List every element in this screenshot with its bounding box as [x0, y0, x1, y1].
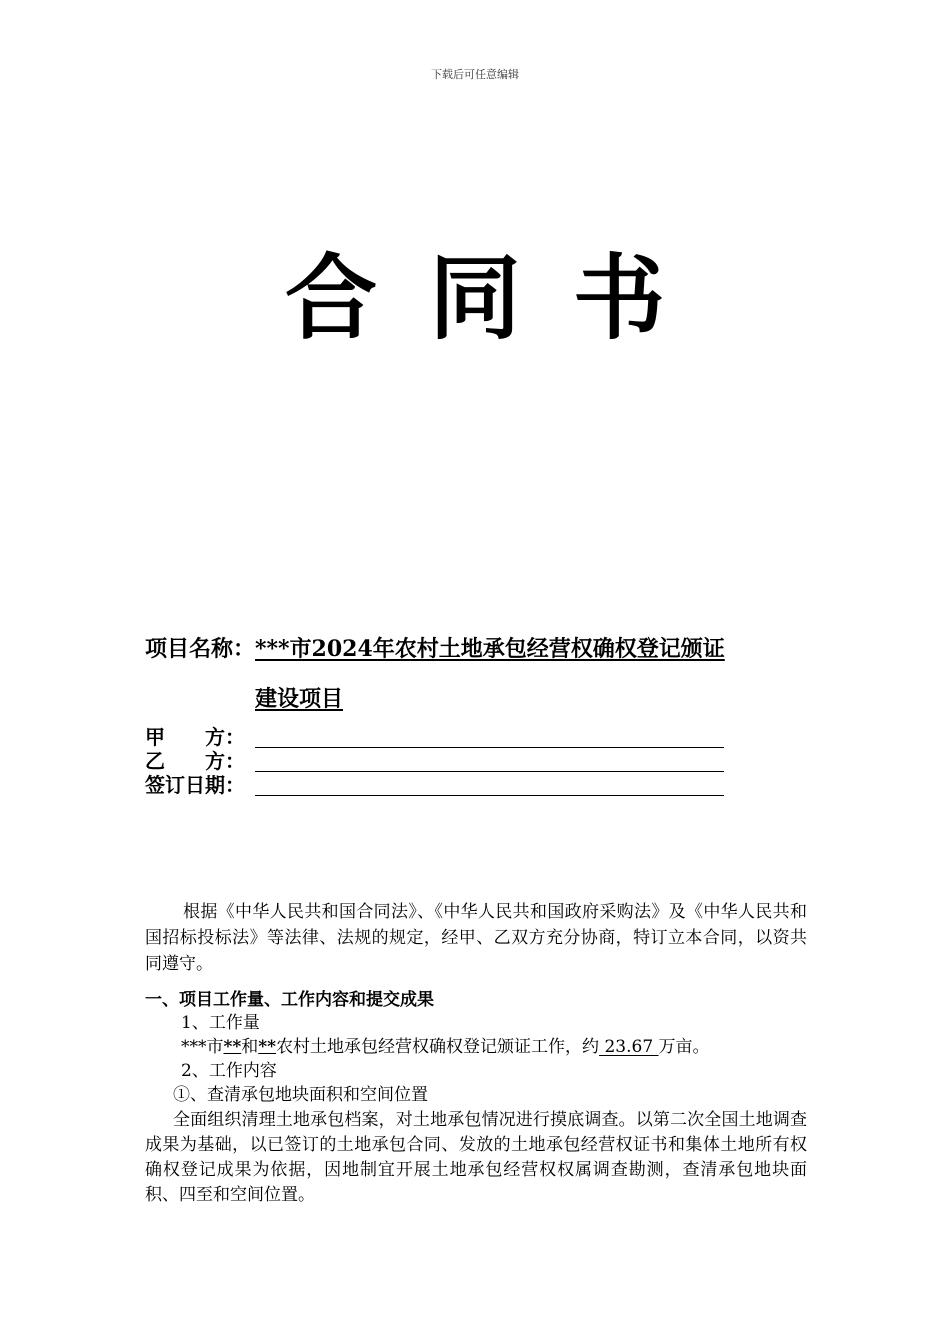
project-name-line1: [145, 632, 725, 663]
section-heading: 一、项目工作量、工作内容和提交成果: [145, 990, 434, 1010]
item1-amount: 23.67: [599, 1037, 659, 1057]
item1-b: **: [258, 1037, 277, 1057]
item2-title: 2、工作内容: [181, 1061, 277, 1081]
project-name: ***市2024年农村土地承包经营权确权登记颁证: [255, 636, 725, 662]
project-label: 项目名称：: [145, 636, 256, 662]
item1-prefix: ***市: [181, 1037, 224, 1057]
sign-date-label: 签订日期：: [145, 773, 245, 797]
project-name-line2: [255, 682, 343, 713]
party-b-blank: [255, 751, 724, 772]
party-b-label: 乙 方：: [145, 749, 245, 773]
sign-date-row: [145, 774, 724, 798]
item1-mid: 农村土地承包经营权确权登记颁证工作，约: [276, 1037, 600, 1057]
sign-date-blank: [255, 775, 724, 796]
item2-paragraph: 全面组织清理土地承包档案，对土地承包情况进行摸底调查。以第二次全国土地调查成果为基础，以已签订的土地承包合同、发放的土地承包经营权证书和集体土地所有权确权登记成果为依据，因地制宜开展土地承包经营权权属调查勘测，查清承包地块面积、四至和空间位置。: [145, 1110, 807, 1205]
document-title: 合同书: [284, 244, 717, 352]
party-a-label: 甲 方：: [145, 725, 245, 749]
item1-title: 1、工作量: [181, 1013, 260, 1033]
project-name-cont: 建设项目: [255, 686, 344, 712]
item2-subtitle: ①、查清承包地块面积和空间位置: [173, 1085, 428, 1105]
item1-content: [181, 1035, 710, 1059]
item1-and: 和: [241, 1037, 259, 1057]
item1-unit: 万亩。: [658, 1037, 710, 1057]
item1-a: **: [223, 1037, 242, 1057]
header-note: 下载后可任意编辑: [431, 68, 519, 81]
party-a-blank: [255, 727, 724, 748]
intro-paragraph: 根据《中华人民共和国合同法》、《中华人民共和国政府采购法》及《中华人民共和国招标投标法》等法律、法规的规定，经甲、乙双方充分协商，特订立本合同，以资共同遵守。: [145, 902, 807, 974]
